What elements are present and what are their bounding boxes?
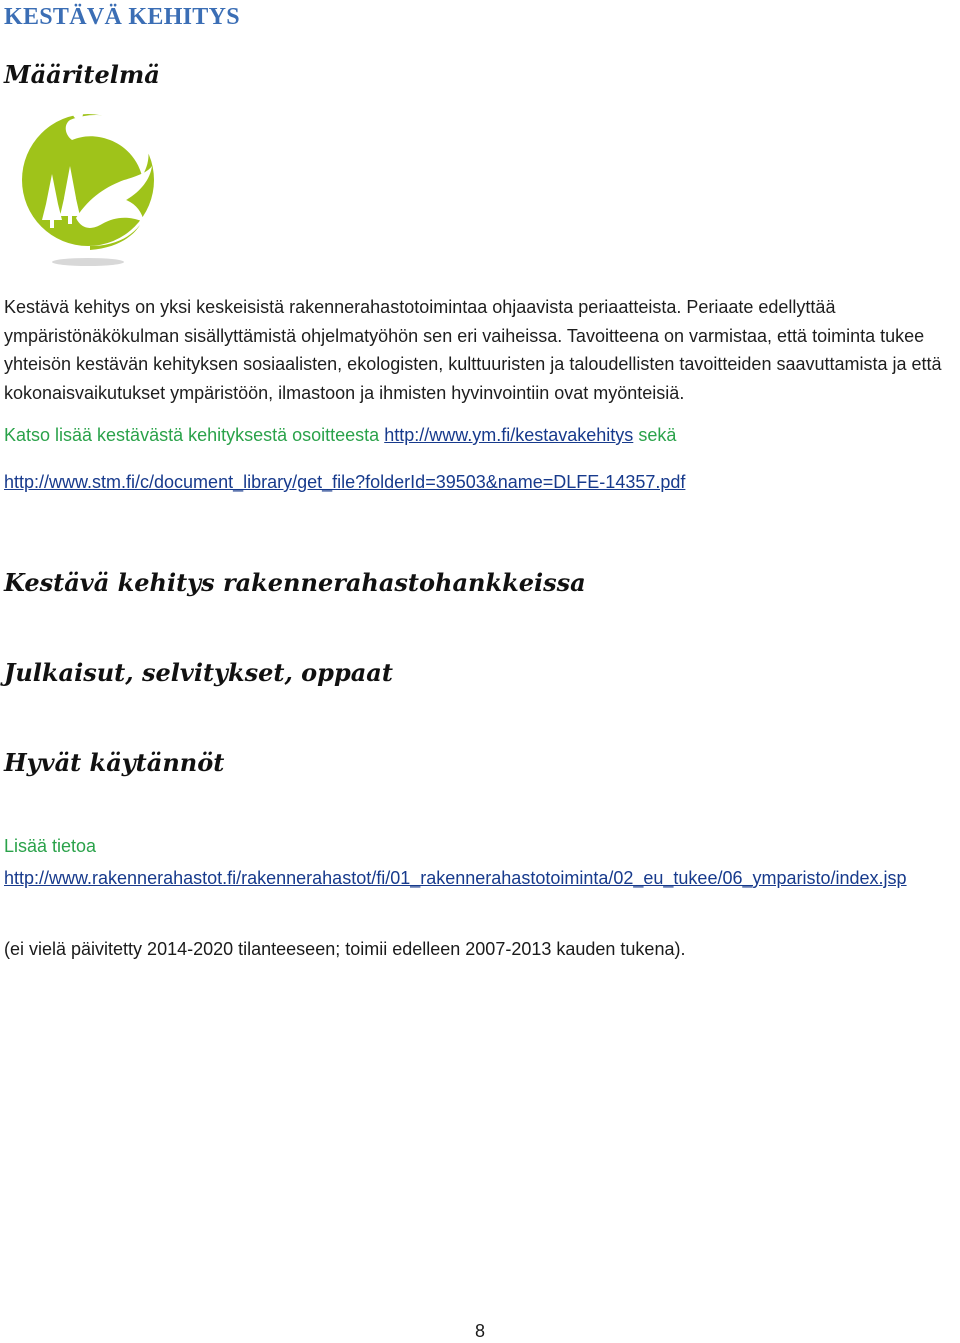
rakennerahastot-link-block [4, 864, 960, 893]
document-title: KESTÄVÄ KEHITYS [4, 4, 240, 30]
ym-kestavakehitys-link[interactable]: http://www.ym.fi/kestavakehitys [384, 425, 634, 445]
section-heading-publications: Julkaisut, selvitykset, oppaat [4, 658, 393, 687]
stm-link-line [4, 472, 685, 493]
stm-document-link[interactable]: http://www.stm.fi/c/document_library/get_file?folderId=39503&name=DLFE-14357.pdf [4, 472, 686, 492]
sustainable-development-leaf-logo-icon [20, 100, 160, 270]
see-more-conjunction: sekä [638, 425, 677, 445]
page-number: 8 [474, 1321, 485, 1341]
rakennerahastot-link[interactable]: http://www.rakennerahastot.fi/rakennerahastot/fi/01_rakennerahastotoiminta/02_eu_tukee/06_ymparisto/index.jsp [4, 868, 907, 888]
intro-paragraph: Kestävä kehitys on yksi keskeisistä rakennerahastotoimintaa ohjaavista periaatteista. Periaate edellyttää ympäristönäkökulman sisällyttämistä ohjelmatyöhön sen eri vaiheissa. Tavoitteena on varmistaa, että toiminta tukee yhteisön kestävän kehityksen sosiaalisten, ekologisten, kulttuuristen ja taloudellisten tavoitteiden saavuttamista ja että kokonaisvaikutukset ympäristöön, ilmastoon ja ihmisten hyvinvointiin ovat myönteisiä. [4, 297, 942, 403]
update-note: (ei vielä päivitetty 2014-2020 tilanteeseen; toimii edelleen 2007-2013 kauden tukena). [4, 939, 686, 959]
section-heading-definition: Määritelmä [4, 60, 160, 89]
see-more-line [4, 425, 676, 446]
more-info-label: Lisää tietoa [4, 836, 97, 856]
see-more-text: Katso lisää kestävästä kehityksestä osoitteesta [4, 425, 380, 445]
section-heading-projects: Kestävä kehitys rakennerahastohankkeissa [4, 568, 586, 597]
section-heading-best-practices: Hyvät käytännöt [4, 748, 225, 777]
